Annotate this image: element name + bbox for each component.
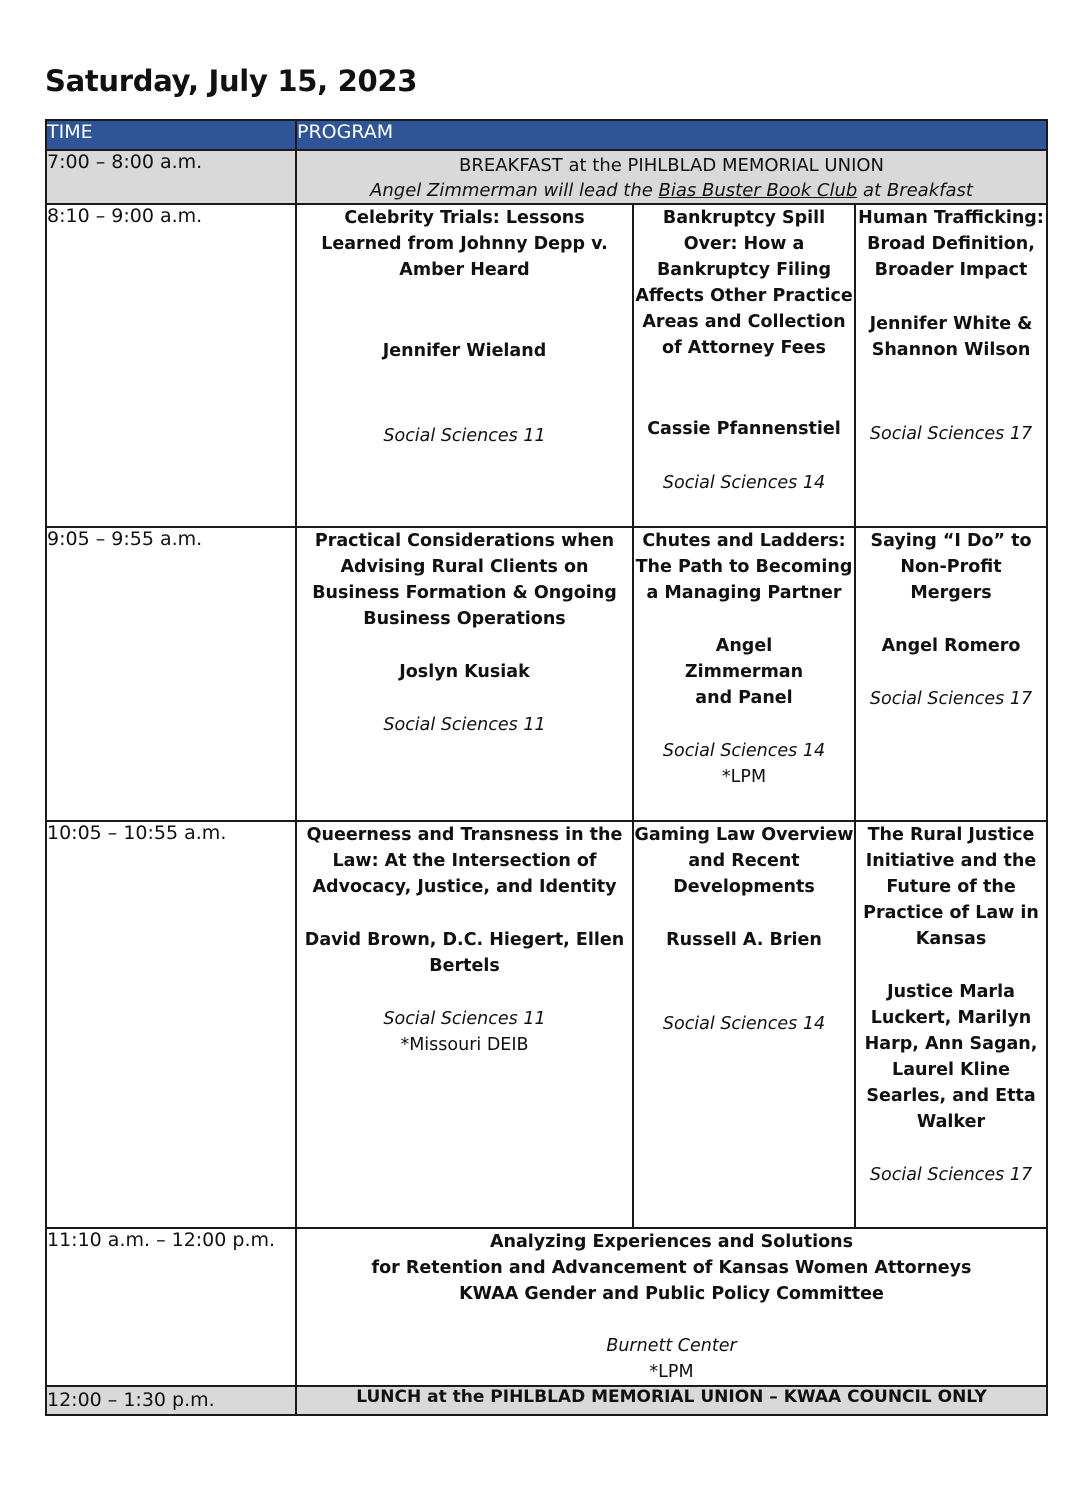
session-cell xyxy=(855,204,1047,527)
session-title: Practical Considerations when Advising Rural Clients on Business Formation & Ongoing Business Operations xyxy=(312,531,617,629)
session-room: Social Sciences 11 xyxy=(383,426,546,446)
table-row xyxy=(46,150,1047,204)
time-cell: 12:00 – 1:30 p.m. xyxy=(46,1386,296,1415)
session-cell xyxy=(633,821,855,1228)
lunch-cell: LUNCH at the PIHLBLAD MEMORIAL UNION – KWAA COUNCIL ONLY xyxy=(296,1386,1047,1415)
session-cell xyxy=(855,527,1047,821)
session-speaker: Jennifer Wieland xyxy=(382,341,547,361)
session-room: Social Sciences 17 xyxy=(869,689,1033,709)
plenary-cell xyxy=(296,1228,1047,1386)
session-title: Saying “I Do” to Non-Profit Mergers xyxy=(870,531,1032,603)
session-note: *LPM xyxy=(721,767,767,787)
session-title: Celebrity Trials: Lessons Learned from Johnny Depp v. Amber Heard xyxy=(321,208,608,280)
table-row xyxy=(46,1386,1047,1415)
session-cell xyxy=(855,821,1047,1228)
session-note: *Missouri DEIB xyxy=(400,1035,529,1055)
session-room: Social Sciences 14 xyxy=(662,741,826,761)
session-speaker: Angel Zimmerman and Panel xyxy=(684,636,804,708)
session-title: The Rural Justice Initiative and the Future of the Practice of Law in Kansas xyxy=(863,825,1039,949)
session-cell xyxy=(296,527,633,821)
book-club-line xyxy=(297,178,1046,203)
session-title: Bankruptcy Spill Over: How a Bankruptcy Filing Affects Other Practice Areas and Collection of Attorney Fees xyxy=(635,208,853,358)
session-speaker: Angel Romero xyxy=(881,636,1021,656)
plenary-title-line: Analyzing Experiences and Solutions xyxy=(489,1232,854,1252)
table-row xyxy=(46,527,1047,821)
session-speaker: Joslyn Kusiak xyxy=(399,662,530,682)
program-column-header: PROGRAM xyxy=(296,120,1047,150)
session-speaker: Russell A. Brien xyxy=(666,930,822,950)
session-speaker: Justice Marla Luckert, Marilyn Harp, Ann Sagan, Laurel Kline Searles, and Etta Walker xyxy=(864,982,1038,1132)
book-club-text: Angel Zimmerman will lead the xyxy=(370,180,659,201)
session-room: Social Sciences 14 xyxy=(662,473,826,493)
plenary-room: Burnett Center xyxy=(606,1336,737,1356)
session-room: Social Sciences 17 xyxy=(869,424,1033,444)
session-room: Social Sciences 14 xyxy=(662,1014,826,1034)
session-title: Gaming Law Overview and Recent Developments xyxy=(634,825,854,897)
session-speaker: Jennifer White & Shannon Wilson xyxy=(869,314,1033,360)
session-room: Social Sciences 11 xyxy=(383,1009,546,1029)
session-cell xyxy=(296,204,633,527)
session-room: Social Sciences 11 xyxy=(383,715,546,735)
session-speaker: Cassie Pfannenstiel xyxy=(647,419,841,439)
time-cell: 11:10 a.m. – 12:00 p.m. xyxy=(46,1228,296,1386)
session-room: Social Sciences 17 xyxy=(869,1165,1033,1185)
table-row xyxy=(46,1228,1047,1386)
time-cell: 8:10 – 9:00 a.m. xyxy=(46,204,296,527)
breakfast-cell xyxy=(296,150,1047,204)
time-cell: 9:05 – 9:55 a.m. xyxy=(46,527,296,821)
session-speaker: David Brown, D.C. Hiegert, Ellen Bertels xyxy=(304,930,625,976)
breakfast-line: BREAKFAST at the PIHLBLAD MEMORIAL UNION xyxy=(458,155,885,176)
session-cell xyxy=(633,204,855,527)
time-column-header: TIME xyxy=(46,120,296,150)
table-row xyxy=(46,204,1047,527)
time-cell: 10:05 – 10:55 a.m. xyxy=(46,821,296,1228)
book-club-title: Bias Buster Book Club xyxy=(658,180,858,201)
page-title: Saturday, July 15, 2023 xyxy=(45,64,418,98)
schedule-table xyxy=(45,119,1048,1416)
plenary-committee: KWAA Gender and Public Policy Committee xyxy=(459,1284,884,1304)
table-header-row xyxy=(46,120,1047,150)
plenary-title-line: for Retention and Advancement of Kansas Women Attorneys xyxy=(371,1258,972,1278)
table-row xyxy=(46,821,1047,1228)
session-title: Queerness and Transness in the Law: At the Intersection of Advocacy, Justice, and Identity xyxy=(306,825,623,897)
session-title: Chutes and Ladders: The Path to Becoming a Managing Partner xyxy=(635,531,853,603)
session-cell xyxy=(296,821,633,1228)
plenary-note: *LPM xyxy=(649,1362,694,1382)
book-club-text-end: at Breakfast xyxy=(857,180,973,201)
session-cell xyxy=(633,527,855,821)
session-title: Human Trafficking: Broad Definition, Broader Impact xyxy=(858,208,1044,280)
time-cell: 7:00 – 8:00 a.m. xyxy=(46,150,296,204)
